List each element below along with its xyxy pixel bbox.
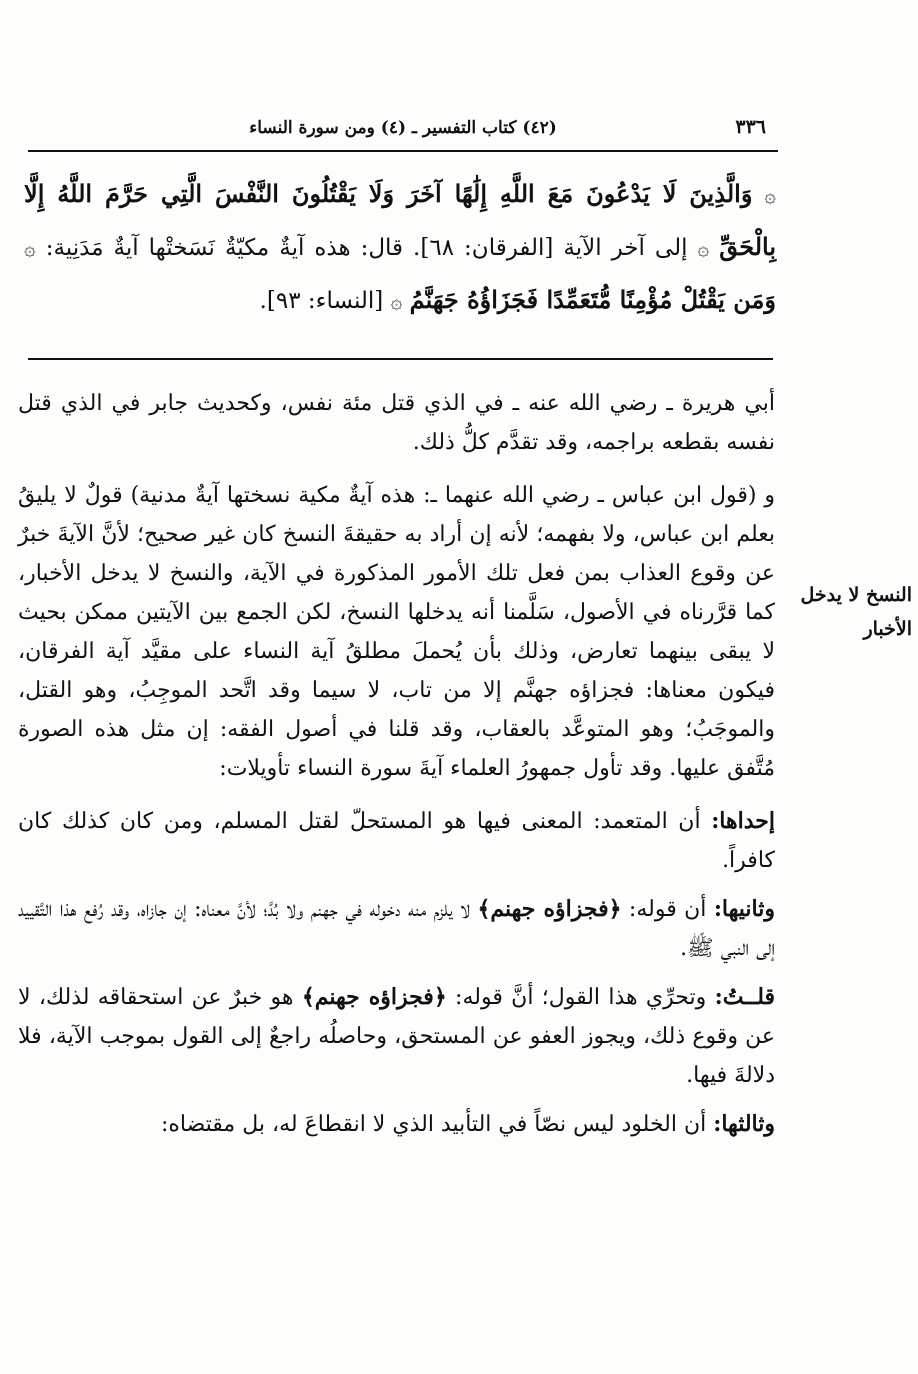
- paragraph-4-quote: ﴿فجزاؤه جهنم﴾: [477, 896, 622, 922]
- paragraph-4-lead: وثانيها:: [713, 896, 775, 922]
- verse-ornament-close-icon: ۞: [697, 236, 710, 260]
- page-number: ٣٣٦: [735, 116, 766, 138]
- quran-verse-2: وَمَن يَقْتُلْ مُؤْمِنًا مُّتَعَمِّدًا فَجَزَاؤُهُ جَهَنَّمُ: [409, 285, 776, 314]
- paragraph-5-quote: ﴿فجزاؤه جهنم﴾: [301, 984, 447, 1010]
- margin-note-line-1: النسخ لا يدخل: [800, 584, 912, 606]
- verse-ornament-close-icon: ۞: [390, 289, 403, 313]
- paragraph-6-lead: وثالثها:: [713, 1111, 775, 1137]
- verse-ornament-open-icon: ۞: [764, 183, 777, 207]
- paragraph-5-text-b: هو خبرٌ عن استحقاقه لذلك، لا عن وقوع ذلك، ويجوز العفو عن المستحق، وحاصلُه راجعٌ إلى القول بموجب الآية، فلا دلالةَ فيها.: [18, 985, 775, 1088]
- paragraph-3-lead: إحداها:: [711, 808, 775, 834]
- verse-reference: [النساء: ٩٣].: [259, 288, 384, 314]
- paragraph-5-lead: قلــتُ:: [714, 984, 775, 1010]
- page-header: [28, 116, 778, 146]
- paragraph-6-text: أن الخلود ليس نصّاً في التأبيد الذي لا انقطاعَ له، بل مقتضاه:: [160, 1112, 707, 1137]
- header-rule: [28, 150, 778, 152]
- verse-ornament-open-icon: ۞: [24, 236, 36, 260]
- section-rule: [28, 358, 773, 360]
- paragraph-1: أبي هريرة ـ رضي الله عنه ـ في الذي قتل مئة نفس، وكحديث جابر في الذي قتل نفسه بقطعه براجمه، وقد تقدَّم كلُّ ذلك.: [18, 391, 775, 455]
- running-title: (٤٢) كتاب التفسير ـ (٤) ومن سورة النساء: [249, 118, 557, 138]
- paragraph-3: [18, 802, 775, 880]
- quran-block: [24, 168, 776, 327]
- paragraph-6: [18, 1105, 775, 1144]
- quran-verse-1: وَالَّذِينَ لَا يَدْعُونَ مَعَ اللَّهِ إِلَٰهًا آخَرَ وَلَا يَقْتُلُونَ النَّفْسَ الَّتِي حَرَّمَ اللَّهُ إِلَّا بِالْحَقِّ: [24, 179, 777, 261]
- paragraph-5: [18, 978, 775, 1095]
- paragraph-4-text-b: لا يلزم منه دخوله في جهنم ولا بُدَّ؛ لأنَّ معناه: إن جازاه، وقد رُفع هذا التَّقييد إلى النبي ﷺ.: [18, 897, 775, 961]
- paragraph-5-text-a: وتحرِّي هذا القول؛ أنَّ قوله:: [455, 985, 707, 1010]
- margin-note: [782, 578, 912, 646]
- margin-note-line-2: الأخبار: [863, 618, 912, 640]
- verse-commentary: إلى آخر الآية [الفرقان: ٦٨]. قال: هذه آيةٌ مكيّةٌ نَسَختْها آيةٌ مَدَنِية:: [45, 235, 688, 261]
- paragraph-3-text: أن المتعمد: المعنى فيها هو المستحلّ لقتل المسلم، ومن كان كذلك كان كافراً.: [18, 809, 775, 873]
- commentary-body: [18, 384, 775, 1158]
- paragraph-4-text-a: أن قوله:: [628, 897, 707, 922]
- paragraph-4: [18, 890, 775, 968]
- paragraph-2: و (قول ابن عباس ـ رضي الله عنهما ـ: هذه آيةٌ مكية نسختها آيةٌ مدنية) قولٌ لا يليقُ بعلم ابن عباس، ولا بفهمه؛ لأنه إن أراد به حقيقةَ النسخ كان غير صحيح؛ لأنَّ الآيةَ خبرٌ عن وقوع العذاب بمن فعل تلك الأمور المذكورة في الآية، والنسخ لا يدخل الأخبار، كما قرَّرناه في الأصول، سَلَّمنا أنه يدخلها النسخ، لكن الجمع بين الآيتين ممكن بحيث لا يبقى بينهما تعارض، وذلك بأن يُحملَ مطلقُ آية النساء على مقيَّد آية الفرقان، فيكون معناها: فجزاؤه جهنَّم إلا من تاب، لا سيما وقد اتَّحد الموجِبُ، وهو القتل، والموجَبُ؛ وهو المتوعَّد بالعقاب، وقد قلنا في أصول الفقه: إن مثل هذه الصورة مُتَّفق عليها. وقد تأول جمهورُ العلماء آيةَ سورة النساء تأويلات:: [18, 483, 775, 781]
